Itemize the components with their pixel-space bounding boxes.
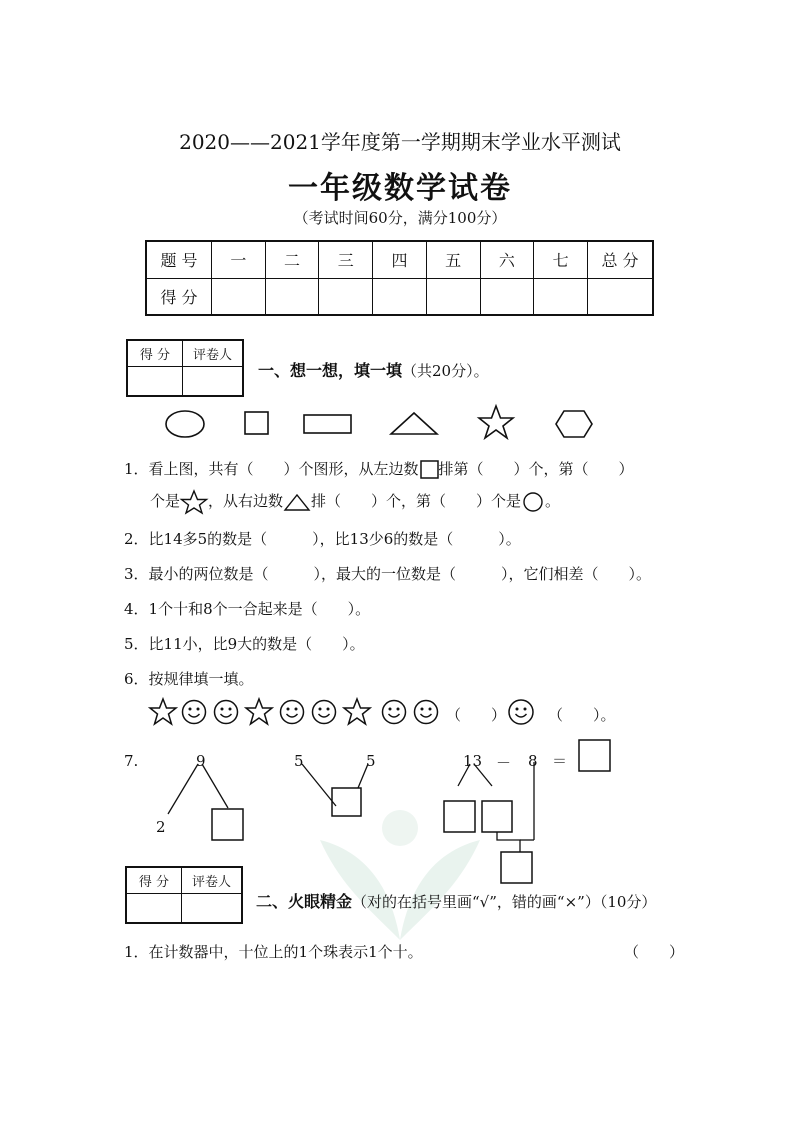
pattern-answer-smiley-icon [506,697,536,727]
q7-tree1-top: 9 [196,752,206,770]
grader-score-cell[interactable] [126,893,182,923]
q7-tree2-branch-left [302,764,336,806]
score-cell[interactable] [373,278,427,315]
q7-eq-equals: ＝ [552,752,568,770]
question-4: 4．1个十和8个一合起来是（ ）。 [124,600,371,618]
score-table-row2-label: 得 分 [146,278,212,315]
q7-eq-op: － [496,754,512,772]
star-shape [479,406,513,438]
q7-eq-a: 13 [463,752,483,770]
triangle-shape [391,413,437,434]
grader-score-label: 得 分 [127,340,183,366]
score-col-1: 一 [212,241,266,278]
q7-eq-split-box-2 [482,801,512,832]
q7-tree2-right: 5 [366,752,376,770]
grader-name-cell[interactable] [182,893,243,923]
triangle-icon [283,492,311,512]
section2-question-1: 1．在计数器中，十位上的1个珠表示1个十。 [124,943,423,961]
rectangle-shape [304,415,351,433]
exam-title: 一年级数学试卷 [288,171,512,206]
q1-text-b: 排第（ ）个，第（ ） [438,460,634,478]
score-col-6: 六 [480,241,534,278]
q1-text-a: 1．看上图，共有（ ）个图形，从左边数 [124,460,419,478]
pattern-row [146,696,446,730]
q7-eq-connector [497,832,520,852]
grader-score-cell[interactable] [127,366,183,396]
shapes-row [160,400,600,445]
score-cell[interactable] [426,278,480,315]
section1-points: （共20分）。 [402,362,489,380]
section2-title: 二、火眼精金 [256,892,353,911]
pattern-smiley-icon [183,701,206,724]
grader-name-label: 评卷人 [182,867,243,893]
q7-eq-b: 8 [528,752,538,770]
q7-tree2-answer-box [332,788,361,816]
pattern-smiley-icon [215,701,238,724]
grader-box-2 [125,866,243,924]
pattern-star-icon [344,699,370,724]
score-col-5: 五 [426,241,480,278]
hexagon-shape [556,411,592,437]
grader-box-1 [126,339,244,397]
q7-eq-split-box-1 [444,801,475,832]
q1-text-d: ，从右边数 [208,492,284,510]
q7-tree1-branch-left [168,764,198,814]
pattern-blank-2[interactable]: （ ）。 [548,706,616,724]
score-table [145,240,654,316]
grader-name-cell[interactable] [183,366,244,396]
q7-tree1-answer-box [212,809,243,840]
score-cell[interactable] [534,278,588,315]
star-icon [180,490,208,514]
exam-note: （考试时间60分，满分100分） [293,209,507,227]
q7-tree1-left: 2 [156,818,166,836]
pattern-smiley-icon [415,701,438,724]
grader-name-label: 评卷人 [183,340,244,366]
q7-tree2-left: 5 [294,752,304,770]
q7-tree1-branch-right [202,764,228,808]
score-cell[interactable] [319,278,373,315]
section1-title: 一、想一想，填一填 [258,361,403,380]
question-1-line-2 [150,490,560,514]
pattern-smiley-icon [313,701,336,724]
pattern-star-icon [150,699,176,724]
score-col-7: 七 [534,241,588,278]
score-cell[interactable] [212,278,266,315]
score-col-3: 三 [319,241,373,278]
question-6: 6．按规律填一填。 [124,670,254,688]
score-cell[interactable] [480,278,534,315]
score-cell[interactable] [265,278,319,315]
q7-eq-answer-box [579,740,610,771]
score-cell[interactable] [588,278,654,315]
grader-score-label: 得 分 [126,867,182,893]
pattern-smiley-icon [383,701,406,724]
score-col-total: 总 分 [588,241,654,278]
score-table-row1-label: 题 号 [146,241,212,278]
section2-heading [256,889,656,912]
square-icon [419,460,439,480]
question-3: 3．最小的两位数是（ ），最大的一位数是（ ），它们相差（ ）。 [124,565,652,583]
q7-eq-final-box [501,852,532,883]
pattern-smiley-icon [281,701,304,724]
score-col-4: 四 [373,241,427,278]
year-line: 2020——2021学年度第一学期期末学业水平测试 [179,130,621,154]
section2-question-1-blank[interactable]: （ ） [624,943,685,961]
pattern-star-icon [246,699,272,724]
q1-text-e: 排（ ）个，第（ ）个是 [311,492,522,510]
circle-icon [521,491,545,513]
q1-text-f: 。 [545,492,561,510]
question-1-line-1 [124,458,634,480]
section1-heading [258,358,489,381]
q7-label: 7. [124,752,139,770]
q1-text-c: 个是 [150,492,181,510]
score-col-2: 二 [265,241,319,278]
question-5: 5．比11小，比9大的数是（ ）。 [124,635,365,653]
pattern-blank-1[interactable]: （ ） [446,706,507,724]
section2-note: （对的在括号里画“√”，错的画“×”）（10分） [352,893,657,911]
ellipse-shape [166,411,204,437]
question-2: 2．比14多5的数是（ ），比13少6的数是（ ）。 [124,530,521,548]
square-shape [245,412,268,434]
